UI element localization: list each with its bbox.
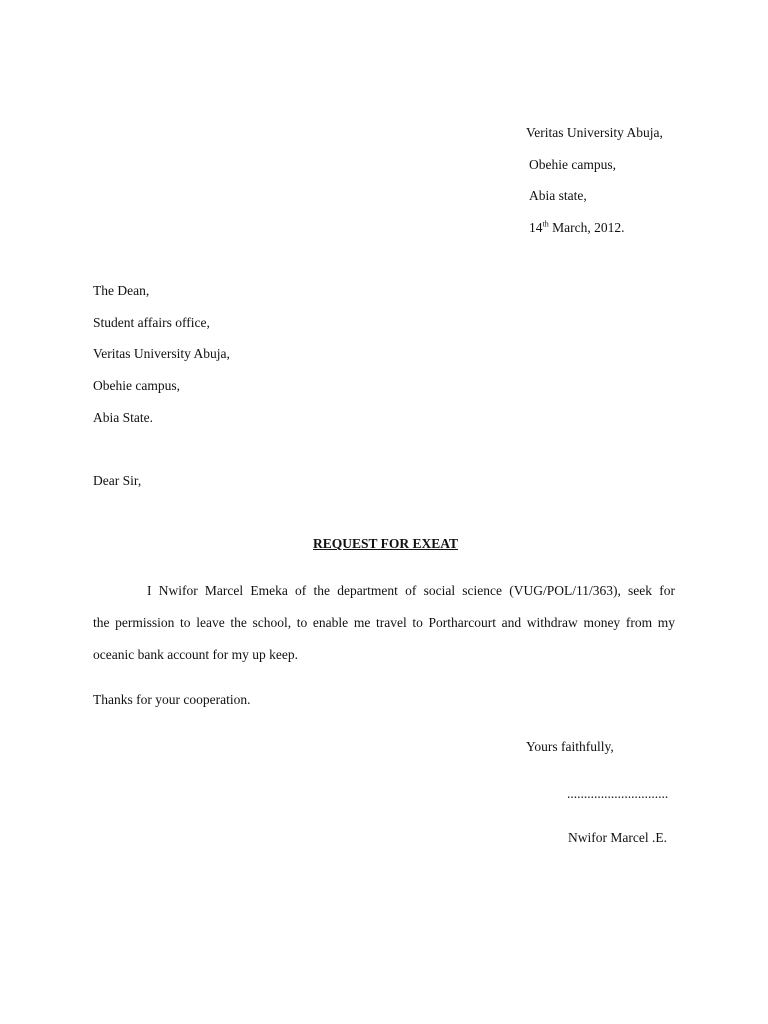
signer-name: Nwifor Marcel .E. [568,830,667,845]
sender-address-line-2: Obehie campus, [529,157,616,172]
signature-line: .............................. [567,786,669,801]
letter-date [529,220,624,236]
date-rest: March, 2012. [548,220,625,235]
closing: Yours faithfully, [526,739,614,754]
date-day: 14 [529,220,543,235]
recipient-address-line-1: The Dean, [93,283,150,298]
recipient-address-line-5: Abia State. [93,410,153,425]
sender-address-line-1: Veritas University Abuja, [526,125,663,140]
letter-body [93,583,675,663]
recipient-address-line-2: Student affairs office, [93,315,210,330]
body-line-2: the permission to leave the school, to enable me travel to Portharcourt and withdraw money from my [93,615,675,630]
salutation: Dear Sir, [93,473,142,488]
letter-subject: REQUEST FOR EXEAT [313,536,459,551]
body-line-3: oceanic bank account for my up keep. [93,647,299,662]
body-line-1: I Nwifor Marcel Emeka of the department of social science (VUG/POL/11/363), seek for [147,583,675,598]
sender-address-line-3: Abia state, [529,188,587,203]
thanks-line: Thanks for your cooperation. [93,692,251,707]
recipient-address-line-3: Veritas University Abuja, [93,346,230,361]
date-suffix: th [542,219,549,229]
recipient-address-line-4: Obehie campus, [93,378,180,393]
